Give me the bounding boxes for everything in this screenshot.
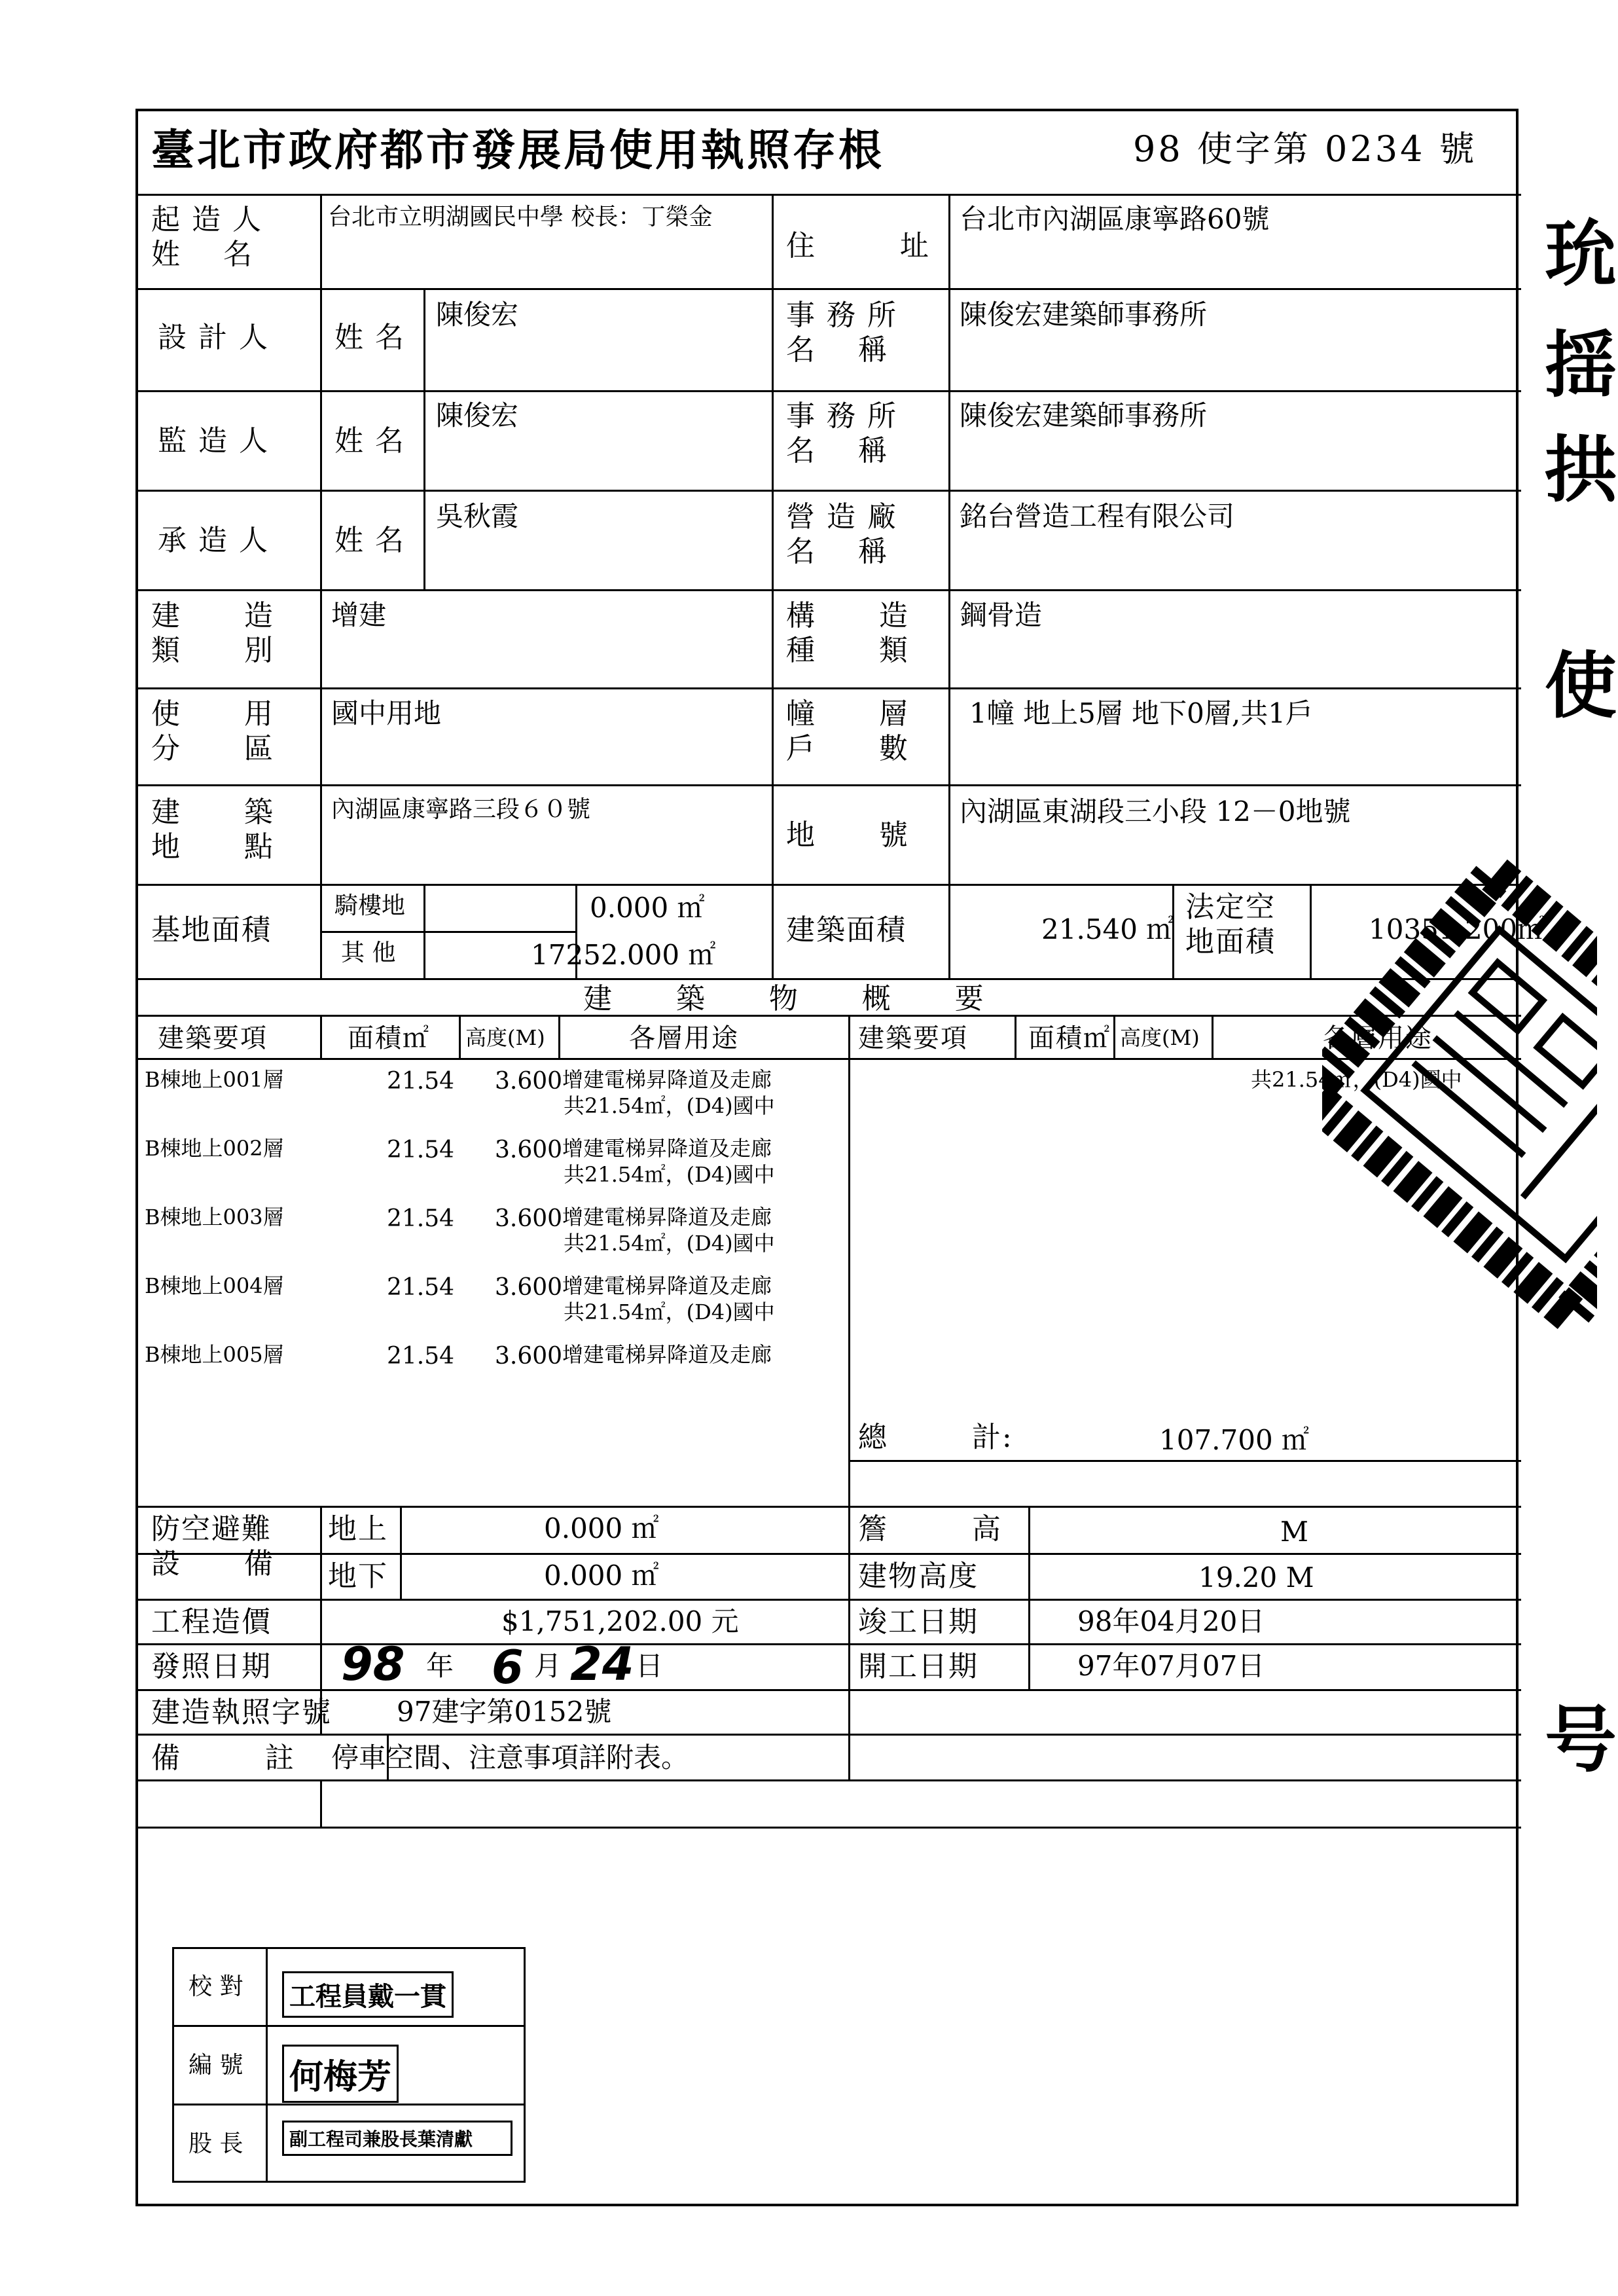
note-value: 停車空間、注意事項詳附表。 — [331, 1741, 689, 1774]
item-use-total: 共21.54㎡，(D4)國中 — [564, 1231, 775, 1256]
location-value: 內湖區康寧路三段６０號 — [331, 796, 591, 823]
designer-office: 陳俊宏建築師事務所 — [960, 299, 1208, 331]
col-header: 建築要項 — [158, 1023, 268, 1053]
use-zone-label: 使 用 分 區 — [151, 697, 274, 765]
item-use: 增建電梯昇降道及走廊 — [562, 1273, 772, 1298]
permit-number: 98 使字第 0234 號 — [1133, 128, 1477, 170]
col-header: 高度(M) — [1120, 1025, 1200, 1050]
approval-label: 校 對 — [189, 1973, 243, 2000]
supervisor-label: 監 造 人 — [158, 424, 269, 458]
eaves-value: M — [1280, 1516, 1309, 1548]
approval-stamp: 工程員戴一貫 — [282, 1971, 454, 2018]
issue-date-label: 發照日期 — [151, 1650, 272, 1683]
item-height: 3.600 — [495, 1068, 563, 1095]
issue-year: 98 — [341, 1637, 405, 1691]
col-header: 建築要項 — [858, 1023, 968, 1053]
item-use: 增建電梯昇降道及走廊 — [562, 1205, 772, 1230]
item-name: B棟地上004層 — [145, 1273, 284, 1298]
item-use-total: 共21.54㎡，(D4)國中 — [564, 1162, 775, 1187]
lot-value: 內湖區東湖段三小段 12－0地號 — [960, 795, 1351, 828]
right-column-note: 共21.54㎡，(D4)國中 — [1251, 1067, 1462, 1092]
approval-stamp: 副工程司兼股長葉清獻 — [282, 2121, 512, 2156]
building-area-label: 建築面積 — [786, 913, 907, 947]
item-height: 3.600 — [495, 1205, 563, 1232]
item-use-total: 共21.54㎡，(D4)國中 — [564, 1300, 775, 1324]
summary-heading: 建 築 物 概 要 — [583, 982, 985, 1015]
issue-year-unit: 年 — [426, 1650, 454, 1682]
shelter-above-label: 地上 — [328, 1512, 388, 1546]
item-area: 21.54 — [387, 1274, 455, 1301]
use-zone-value: 國中用地 — [331, 697, 442, 729]
item-area: 21.54 — [387, 1205, 455, 1232]
item-area: 21.54 — [387, 1137, 455, 1163]
designer-name: 陳俊宏 — [436, 299, 519, 331]
issue-month-unit: 月 — [534, 1650, 562, 1682]
address-value: 台北市內湖區康寧路60號 — [960, 203, 1270, 235]
approval-label: 股 長 — [189, 2130, 243, 2157]
item-name: B棟地上005層 — [145, 1342, 284, 1367]
designer-label: 設 計 人 — [158, 321, 269, 354]
official-seal — [1322, 766, 1597, 1355]
contractor-label: 承 造 人 — [158, 524, 269, 557]
total-label: 總 計: — [858, 1421, 1013, 1454]
item-use: 增建電梯昇降道及走廊 — [562, 1342, 772, 1367]
building-height-label: 建物高度 — [858, 1559, 979, 1593]
contractor-office: 銘台營造工程有限公司 — [960, 500, 1235, 532]
col-header: 各層用途 — [1323, 1023, 1433, 1053]
location-label: 建 築 地 點 — [151, 795, 274, 864]
shelter-below-label: 地下 — [328, 1559, 388, 1593]
item-area: 21.54 — [387, 1343, 455, 1370]
supervisor-name-label: 姓 名 — [334, 424, 405, 458]
lot-label: 地 號 — [786, 818, 909, 852]
issue-month: 6 — [492, 1641, 524, 1694]
units-value: 1幢 地上5層 地下0層,共1戶 — [969, 697, 1313, 729]
contractor-office-label: 營 造 廠 名 稱 — [786, 500, 897, 568]
col-header: 面積㎡ — [1028, 1023, 1111, 1053]
item-name: B棟地上001層 — [145, 1067, 284, 1092]
item-name: B棟地上002層 — [145, 1136, 284, 1161]
build-type-value: 增建 — [331, 599, 387, 631]
permit-stub-form — [135, 109, 1545, 2206]
contractor-name: 吳秋霞 — [436, 500, 519, 532]
total-value: 107.700 ㎡ — [1159, 1424, 1310, 1456]
completion-date-value: 98年04月20日 — [1077, 1605, 1265, 1637]
building-height-value: 19.20 M — [1198, 1561, 1314, 1594]
other-value: 17252.000 ㎡ — [531, 939, 716, 971]
item-height: 3.600 — [495, 1274, 563, 1301]
address-label: 住 址 — [786, 229, 930, 263]
start-date-value: 97年07月07日 — [1077, 1650, 1265, 1682]
permit-label: 建造執照字號 — [151, 1696, 332, 1729]
site-area-label: 基地面積 — [151, 913, 272, 947]
units-label: 幢 層 戶 數 — [786, 697, 909, 765]
shelter-label: 防空避難 設 備 — [151, 1512, 274, 1580]
issue-day: 24 — [570, 1637, 634, 1691]
open-space-value: 10351.200㎡ — [1369, 913, 1545, 945]
item-area: 21.54 — [387, 1068, 455, 1095]
shelter-above-value: 0.000 ㎡ — [544, 1512, 659, 1544]
item-use: 增建電梯昇降道及走廊 — [562, 1136, 772, 1161]
item-height: 3.600 — [495, 1137, 563, 1163]
item-height: 3.600 — [495, 1343, 563, 1370]
building-area-value: 21.540 ㎡ — [1041, 913, 1174, 945]
completion-date-label: 竣工日期 — [858, 1605, 979, 1639]
shelter-below-value: 0.000 ㎡ — [544, 1559, 659, 1592]
note-label: 備 註 — [151, 1741, 295, 1775]
approval-box — [172, 1947, 526, 2183]
side-margin-char: 揺 — [1545, 323, 1617, 407]
supervisor-office: 陳俊宏建築師事務所 — [960, 399, 1208, 431]
eaves-label: 簷 高 — [858, 1512, 1002, 1546]
applicant-label: 起 造 人 姓 名 — [151, 203, 262, 271]
issue-day-unit: 日 — [636, 1650, 664, 1682]
side-margin-char: 号 — [1545, 1698, 1617, 1782]
supervisor-name: 陳俊宏 — [436, 399, 519, 431]
item-use: 增建電梯昇降道及走廊 — [562, 1067, 772, 1092]
designer-name-label: 姓 名 — [334, 321, 405, 354]
side-margin-char: 拱 — [1545, 428, 1617, 512]
designer-office-label: 事 務 所 名 稱 — [786, 299, 897, 367]
approval-stamp: 何梅芳 — [282, 2045, 399, 2103]
col-header: 各層用途 — [629, 1023, 739, 1053]
build-type-label: 建 造 類 別 — [151, 599, 274, 667]
col-header: 高度(M) — [465, 1025, 545, 1050]
open-space-label: 法定空 地面積 — [1185, 890, 1276, 958]
applicant-value: 台北市立明湖國民中學 校長：丁榮金 — [328, 204, 713, 230]
arcade-label: 騎樓地 — [334, 892, 406, 919]
form-title: 臺北市政府都市發展局使用執照存根 — [151, 124, 884, 175]
permit-value: 97建字第0152號 — [397, 1696, 612, 1728]
start-date-label: 開工日期 — [858, 1650, 979, 1683]
item-use-total: 共21.54㎡，(D4)國中 — [564, 1093, 775, 1118]
cost-value: $1,751,202.00 元 — [501, 1605, 739, 1637]
contractor-name-label: 姓 名 — [334, 524, 405, 557]
structure-value: 鋼骨造 — [960, 599, 1043, 631]
col-header: 面積㎡ — [348, 1023, 430, 1053]
structure-label: 構 造 種 類 — [786, 599, 909, 667]
side-margin-char: 玧 — [1545, 211, 1617, 296]
supervisor-office-label: 事 務 所 名 稱 — [786, 399, 897, 467]
side-margin-char: 使 — [1545, 644, 1617, 728]
approval-label: 編 號 — [189, 2052, 243, 2079]
other-label: 其 他 — [341, 939, 396, 966]
arcade-value: 0.000 ㎡ — [590, 892, 705, 924]
item-name: B棟地上003層 — [145, 1205, 284, 1230]
cost-label: 工程造價 — [151, 1605, 272, 1639]
